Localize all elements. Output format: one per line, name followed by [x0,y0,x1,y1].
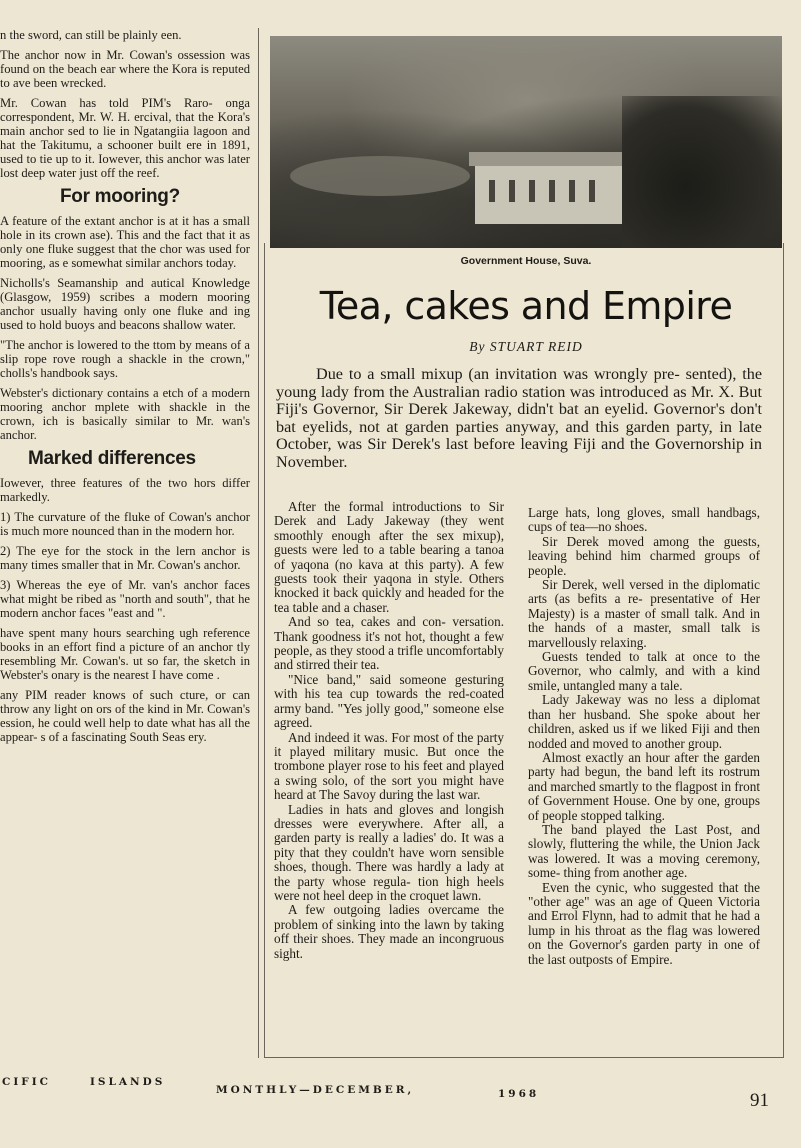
house-shape [475,164,625,224]
left-paragraph: have spent many hours searching ugh reference books in an effort find a picture of an anchor tly resembling Mr. Cowan's. ut so far, the sketch in Webster's onary is the nearest I have come . [0,626,250,682]
lede-text: Due to a small mixup (an invitation was wrongly pre- sented), the young lady from the Australian radio station was introduced as Mr. X. But Fiji's Governor, Sir Derek Jakeway, didn't bat an eyelid. Governor's don't bat eyelids, not at garden parties anyway, and this garden party, in late October, was Sir Derek's last before leaving Fiji and the Governorship in November. [276,365,762,471]
photo-caption: Government House, Suva. [460,255,592,267]
article-paragraph: Guests tended to talk at once to the Governor, who calmly, and with a kind smile, untangled many a tale. [528,649,760,693]
article-border-left [264,243,265,1058]
section-heading-mooring: For mooring? [60,186,180,207]
left-paragraph: A feature of the extant anchor is at it has a small hole in its crown ase). This and the fact that it as only one fluke suggest that the chor was used for mooring, as e somewhat similar anchors today. [0,214,250,270]
article-paragraph: Sir Derek, well versed in the diplomatic arts (as befits a re- presentative of Her Majesty) is a master of small talk. And in the hands of a master, small talk is marvellously relaxing. [528,577,760,650]
article-byline: By STUART REID [469,339,583,354]
article-border-right [783,243,784,1058]
article-right-column [528,506,760,967]
window-shape [489,180,495,202]
article-paragraph: Lady Jakeway was no less a diplomat than her husband. She spoke about her children, asked us if we liked Fiji and then nodded and moved to another group. [528,692,760,751]
left-paragraph: 2) The eye for the stock in the lern anchor is many times smaller that in Mr. Cowan's anchor. [0,544,250,572]
left-paragraph: Iowever, three features of the two hors differ markedly. [0,476,250,504]
left-paragraph: 3) Whereas the eye of Mr. van's anchor faces what might be ribed as "north and south", that he modern anchor faces "east and ". [0,578,250,620]
article-border-bottom [264,1057,784,1058]
left-paragraph: Mr. Cowan has told PIM's Raro- onga correspondent, Mr. W. H. ercival, that the Kora's main anchor sed to lie in Ngatangiia lagoon and hat the Takitumu, a schooner built ere in 1891, used to tie up to it. Iowever, this anchor was later lost deep water just off the reef. [0,96,250,180]
left-paragraph: any PIM reader knows of such cture, or can throw any light on ors of the kind in Mr. Cowan's ession, he could well help to date what has all the appear- s of a fascinating South Seas ery. [0,688,250,744]
left-paragraph: n the sword, can still be plainly een. [0,28,182,42]
left-paragraph: Nicholls's Seamanship and autical Knowledge (Glasgow, 1959) scribes a modern mooring anchor usually having only one fluke and ing used to hold buoys and beacons shallow water. [0,276,250,332]
article-paragraph: And indeed it was. For most of the party it played military music. But once the trombone player rose to his feet and played a swing solo, of the sort you might have heard at The Savoy during the last war. [274,729,504,803]
lawn-shape [290,156,470,196]
window-shape [589,180,595,202]
footer-publication-end: MONTHLY—DECEMBER, [216,1084,415,1096]
left-paragraph: The anchor now in Mr. Cowan's ossession was found on the beach ear where the Kora is reputed to ave been wrecked. [0,48,250,90]
window-shape [549,180,555,202]
window-shape [569,180,575,202]
article-paragraph: "Nice band," said someone gesturing with his tea cup towards the red-coated army band. "Yes jolly good," someone else agreed. [274,671,504,731]
article-lede [276,366,762,472]
column-divider [258,28,259,1058]
section-heading-differences: Marked differences [28,448,196,469]
article-paragraph: And so tea, cakes and con- versation. Thank goodness it's not hot, thought a few people, as they stood a trifle uncomfortably and stirred their tea. [274,614,504,673]
trees-shape [622,96,782,248]
article-paragraph: Large hats, long gloves, small handbags, cups of tea—no shoes. [528,505,760,535]
roof-shape [469,152,631,166]
article-paragraph: The band played the Last Post, and slowly, fluttering the while, the Union Jack was lowered. It was a moving ceremony, some- thing from another age. [528,821,760,881]
government-house-photo [270,36,782,248]
article-paragraph: Even the cynic, who suggested that the "other age" was an age of Queen Victoria and Errol Flynn, had to admit that he had a lump in his throat as the flag was lowered on the Governor's garden party in one of the last outposts of Empire. [528,879,760,967]
footer-publication-start: CIFIC [2,1076,51,1088]
window-shape [529,180,535,202]
left-paragraph: 1) The curvature of the fluke of Cowan's anchor is much more nounced than in the modern hor. [0,510,250,538]
footer-publication-mid: ISLANDS [90,1076,166,1088]
page-number: 91 [750,1090,769,1111]
left-paragraph: Webster's dictionary contains a etch of a modern mooring anchor mplete with shackle in the crown, ich is basically similar to Mr. wan's anchor. [0,386,250,442]
article-paragraph: Almost exactly an hour after the garden party had begun, the band left its rostrum and marched smartly to the flagpost in front of Government House. One by one, groups of people stopped talking. [528,749,760,823]
article-paragraph: After the formal introductions to Sir Derek and Lady Jakeway (they went smoothly enough after the sex mixup), guests were led to a table bearing a tanoa of yaqona (no kava at this party). A few guests took their yaqona in style. Others knocked it back quickly and headed for the tea table and a chaser. [274,499,504,615]
article-paragraph: Sir Derek moved among the guests, leaving behind him charmed groups of people. [528,533,760,578]
left-column [0,28,250,750]
left-paragraph: "The anchor is lowered to the ttom by means of a slip rope rove rough a shackle in the crown," cholls's handbook says. [0,338,250,380]
article-middle-column [274,500,504,961]
article-title: Tea, cakes and Empire [319,284,733,328]
window-shape [509,180,515,202]
article-paragraph: A few outgoing ladies overcame the problem of sinking into the lawn by taking off their shoes. They made an incongruous sight. [274,902,504,961]
article-paragraph: Ladies in hats and gloves and longish dresses were everywhere. After all, a garden party is really a ladies' do. It was a pity that they couldn't have worn sensible shoes, though. There was hardly a lady at the party whose regula- tion high heels were not heel deep in the croquet lawn. [274,801,504,903]
footer-year: 1968 [498,1088,540,1100]
